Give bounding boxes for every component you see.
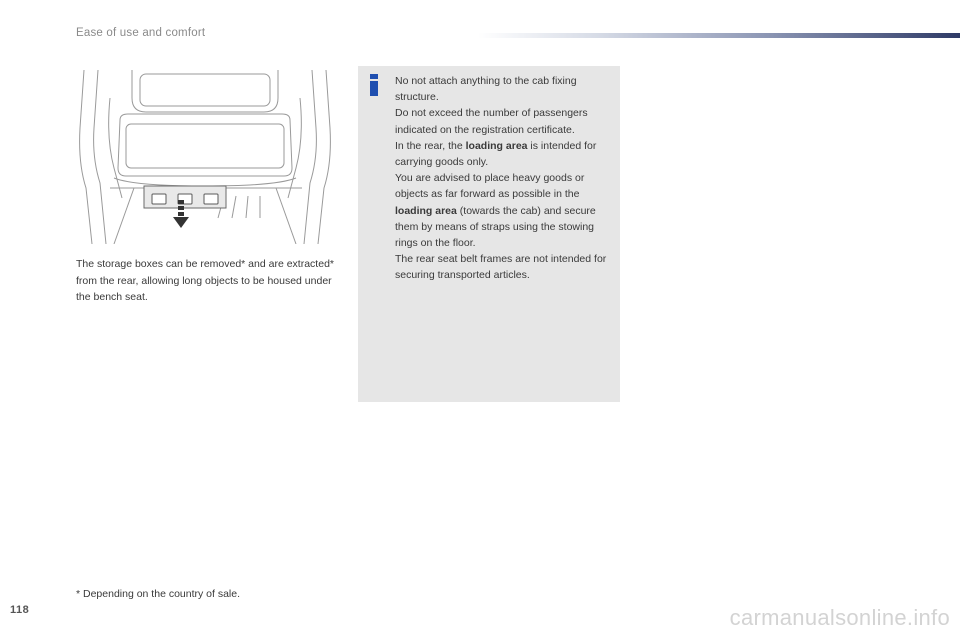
info-icon <box>368 74 380 96</box>
info-paragraph-2: Do not exceed the number of passengers indicated on the registration certificate. <box>395 107 588 136</box>
info-paragraph-1: No not attach anything to the cab fixing structure. <box>395 75 577 104</box>
info-paragraph-5: The rear seat belt frames are not intended for securing transported articles. <box>395 253 607 282</box>
info-text <box>395 73 617 284</box>
watermark[interactable]: carmanualsonline.info <box>729 605 950 630</box>
loading-area-term: loading area <box>465 139 528 152</box>
page-number: 118 <box>10 604 30 616</box>
info-box <box>358 66 620 402</box>
footnote: * Depending on the country of sale. <box>76 588 241 600</box>
section-title: Ease of use and comfort <box>76 27 206 39</box>
loading-area-term: loading area <box>395 204 457 217</box>
body-paragraph: The storage boxes can be removed* and are extracted* from the rear, allowing long objects to be housed under the bench seat. <box>76 258 334 303</box>
header-bar <box>478 33 960 38</box>
info-paragraph-4: You are advised to place heavy goods or objects as far forward as possible in the loading area (towards the cab) and secure them by means of straps using the stowing rings on the floor. <box>395 172 596 250</box>
storage-boxes-illustration <box>74 68 336 244</box>
info-paragraph-3: In the rear, the loading area is intended for carrying goods only. <box>395 139 597 169</box>
